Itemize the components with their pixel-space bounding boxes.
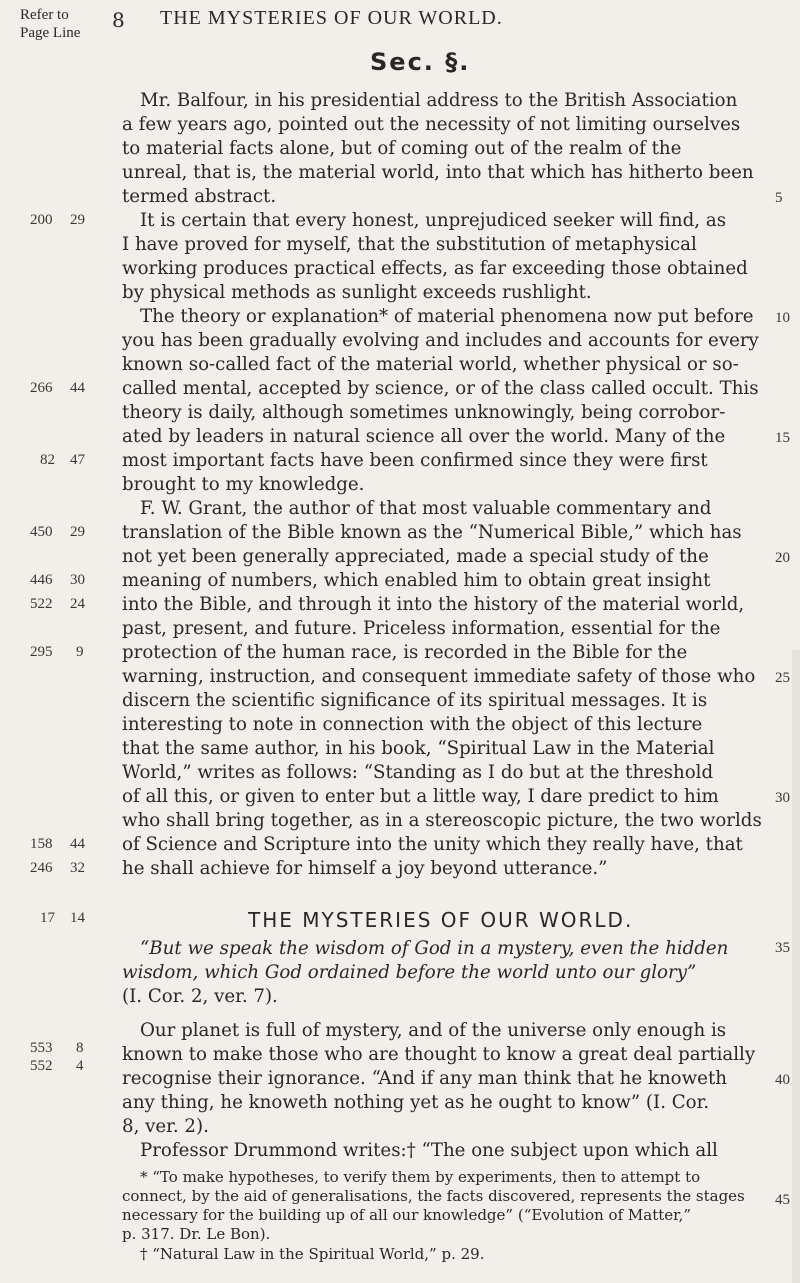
body-line: by physical methods as sunlight exceeds rushlight. — [122, 282, 592, 303]
body2-line: Our planet is full of mystery, and of the universe only enough is — [140, 1020, 727, 1041]
line-number: 20 — [775, 550, 790, 566]
body-line: interesting to note in connection with the object of this lecture — [122, 714, 703, 735]
epigraph-line: “But we speak the wisdom of God in a mystery, even the hidden — [140, 938, 729, 959]
footnote-line: necessary for the building up of all our knowledge” (“Evolution of Matter,” — [122, 1206, 692, 1224]
footnote-line: connect, by the aid of generalisations, the facts discovered, represents the stages — [122, 1187, 745, 1205]
body-line: unreal, that is, the material world, into that which has hitherto been — [122, 162, 754, 183]
body-line: translation of the Bible known as the “Numerical Bible,” which has — [122, 522, 742, 543]
body-line: meaning of numbers, which enabled him to obtain great insight — [122, 570, 711, 591]
body-line: The theory or explanation* of material phenomena now put before — [140, 306, 754, 327]
line-number: 15 — [775, 430, 790, 446]
line-number: 45 — [775, 1192, 790, 1208]
body2-line: recognise their ignorance. “And if any man think that he knoweth — [122, 1068, 727, 1089]
line-number: 40 — [775, 1072, 790, 1088]
body-line: protection of the human race, is recorded in the Bible for the — [122, 642, 688, 663]
epigraph-reference: (I. Cor. 2, ver. 7). — [122, 986, 278, 1007]
body2-line: Professor Drummond writes:† “The one subject upon which all — [140, 1140, 718, 1161]
body2-line: known to make those who are thought to know a great deal partially — [122, 1044, 756, 1065]
footnote-line: † “Natural Law in the Spiritual World,” p. 29. — [140, 1245, 485, 1263]
body-line: known so-called fact of the material world, whether physical or so- — [122, 354, 739, 375]
body2-line: 8, ver. 2). — [122, 1116, 209, 1137]
body-line: F. W. Grant, the author of that most valuable commentary and — [140, 498, 712, 519]
body-line: past, present, and future. Priceless information, essential for the — [122, 618, 721, 639]
line-number: 25 — [775, 670, 790, 686]
epigraph-line: wisdom, which God ordained before the world unto our glory” — [122, 962, 697, 983]
section-mark: Sec. §. — [370, 48, 471, 76]
margin-note-page-line: Page Line — [20, 25, 81, 41]
line-number: 10 — [775, 310, 790, 326]
body-line: termed abstract. — [122, 186, 277, 207]
body-line: It is certain that every honest, unprejudiced seeker will find, as — [140, 210, 727, 231]
body-line: working produces practical effects, as far exceeding those obtained — [122, 258, 748, 279]
body-line: brought to my knowledge. — [122, 474, 365, 495]
lecture-title: THE MYSTERIES OF OUR WORLD. — [248, 908, 634, 932]
body-line: of Science and Scripture into the unity which they really have, that — [122, 834, 743, 855]
body-line: you has been gradually evolving and includes and accounts for every — [122, 330, 759, 351]
body2-line: any thing, he knoweth nothing yet as he ought to know” (I. Cor. — [122, 1092, 710, 1113]
line-number: 30 — [775, 790, 790, 806]
body-line: to material facts alone, but of coming out of the realm of the — [122, 138, 682, 159]
line-number: 35 — [775, 940, 790, 956]
margin-note-refer-to: Refer to — [20, 7, 69, 23]
body-line: he shall achieve for himself a joy beyond utterance.” — [122, 858, 608, 879]
body-line: Mr. Balfour, in his presidential address to the British Association — [140, 90, 738, 111]
body-line: that the same author, in his book, “Spiritual Law in the Material — [122, 738, 715, 759]
footnote-line: p. 317. Dr. Le Bon). — [122, 1225, 271, 1243]
body-line: ated by leaders in natural science all over the world. Many of the — [122, 426, 726, 447]
body-line: most important facts have been confirmed since they were first — [122, 450, 708, 471]
body-line: called mental, accepted by science, or of the class called occult. This — [122, 378, 759, 399]
page-edge-shadow — [792, 650, 800, 1283]
body-line: not yet been generally appreciated, made a special study of the — [122, 546, 709, 567]
body-line: into the Bible, and through it into the history of the material world, — [122, 594, 745, 615]
body-line: who shall bring together, as in a stereoscopic picture, the two worlds — [122, 810, 762, 831]
body-line: warning, instruction, and consequent immediate safety of those who — [122, 666, 756, 687]
body-line: of all this, or given to enter but a little way, I dare predict to him — [122, 786, 719, 807]
footnote-line: * “To make hypotheses, to verify them by experiments, then to attempt to — [140, 1168, 701, 1186]
body-line: I have proved for myself, that the substitution of metaphysical — [122, 234, 697, 255]
body-line: World,” writes as follows: “Standing as I do but at the threshold — [122, 762, 714, 783]
body-line: a few years ago, pointed out the necessity of not limiting ourselves — [122, 114, 741, 135]
line-number: 5 — [775, 190, 783, 206]
running-head: THE MYSTERIES OF OUR WORLD. — [160, 7, 503, 29]
body-line: discern the scientific significance of its spiritual messages. It is — [122, 690, 708, 711]
body-line: theory is daily, although sometimes unknowingly, being corrobor- — [122, 402, 726, 423]
page-number: 8 — [112, 8, 125, 32]
